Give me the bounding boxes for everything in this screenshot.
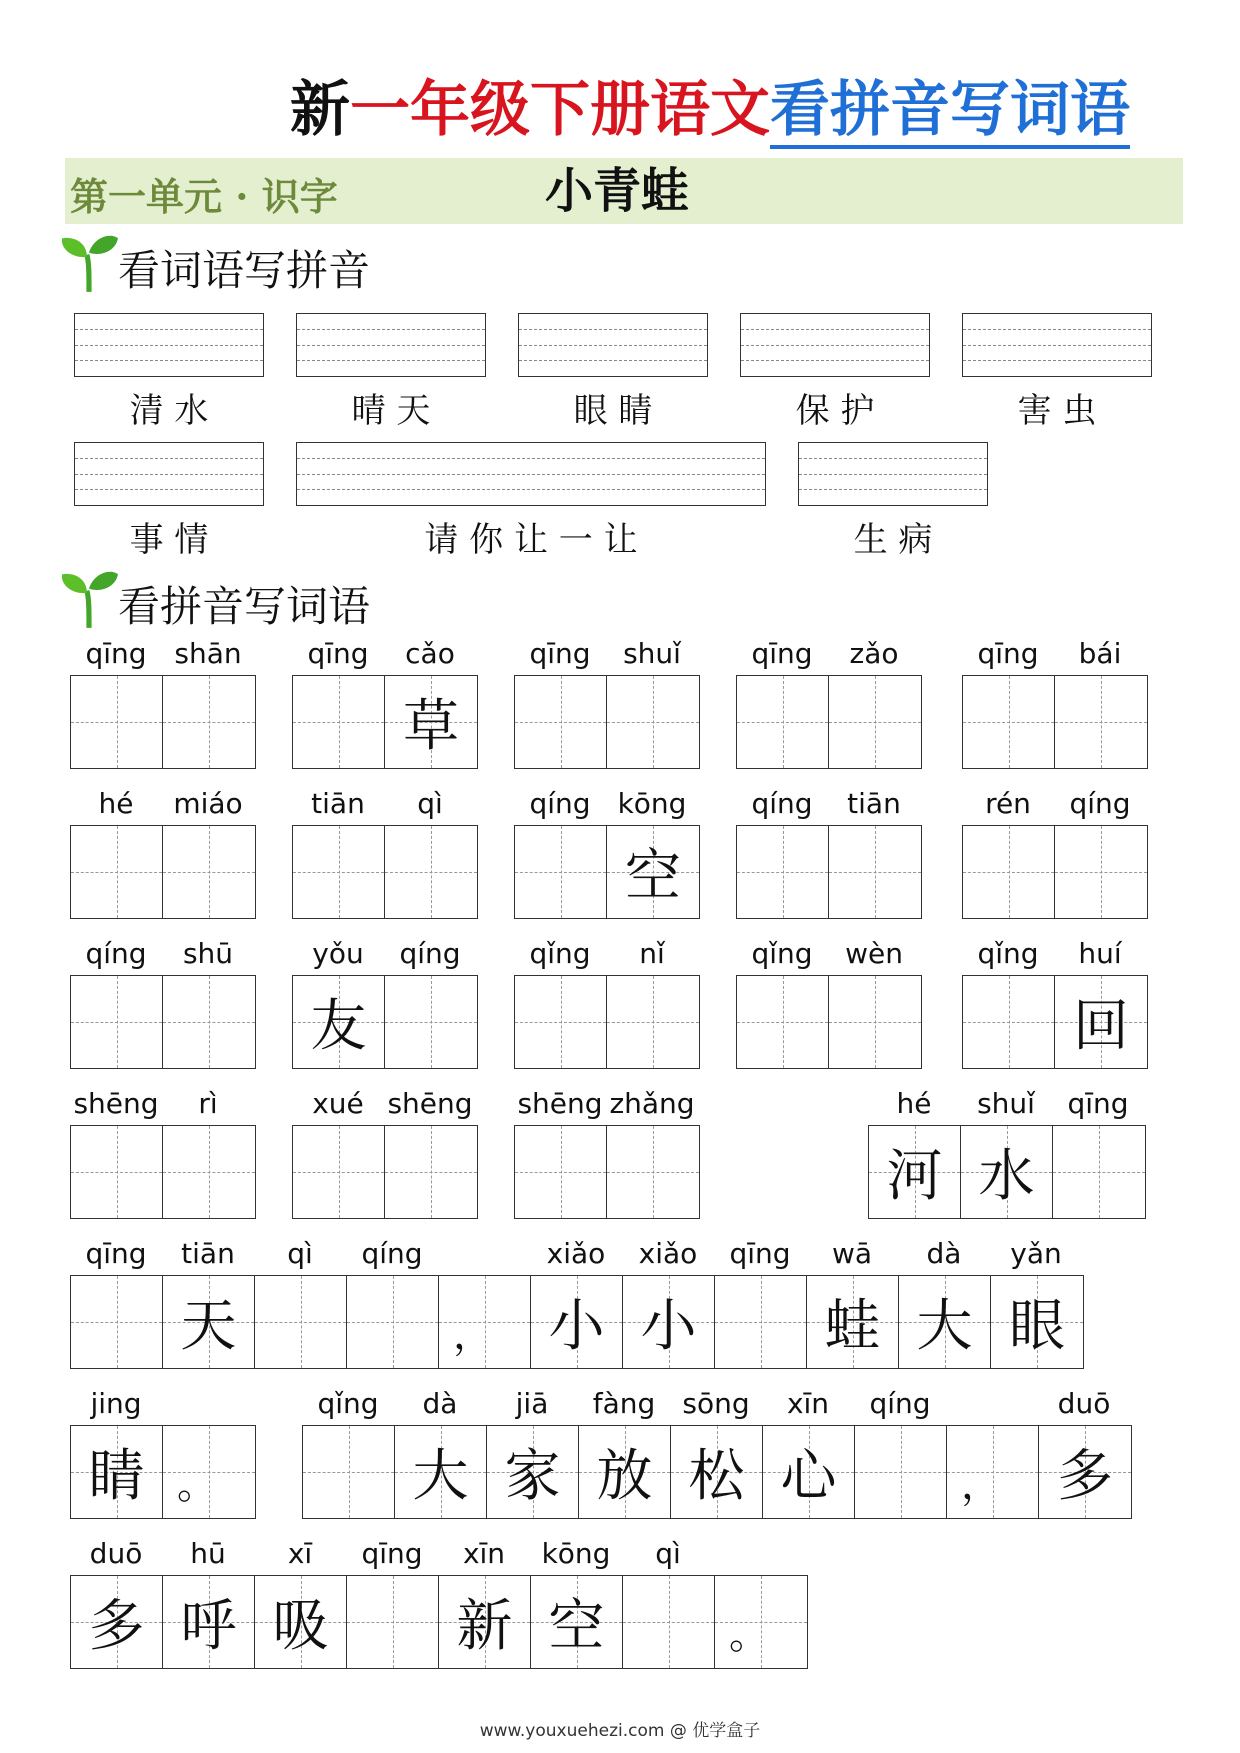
char-cell[interactable]: [71, 1426, 163, 1518]
title-part-3: 看拼音写词语: [770, 75, 1130, 149]
pinyin-label: huí: [1078, 937, 1122, 970]
pinyin-answer-box[interactable]: [74, 313, 264, 377]
char-grid: [70, 675, 256, 769]
pinyin-label: qīng: [751, 637, 813, 670]
pinyin-label: dà: [926, 1237, 962, 1270]
pinyin-label: qǐng: [529, 937, 591, 970]
char-cell[interactable]: [163, 826, 255, 918]
pinyin-label: qì: [287, 1237, 313, 1270]
char-cell[interactable]: [607, 676, 699, 768]
pinyin-label: xīn: [786, 1387, 830, 1420]
pinyin-label: xīn: [462, 1537, 506, 1570]
pinyin-label: shān: [174, 637, 242, 670]
given-char: 小: [640, 1294, 697, 1359]
char-cell[interactable]: [1055, 976, 1147, 1068]
char-grid: [292, 675, 478, 769]
char-cell[interactable]: [737, 826, 829, 918]
char-cell[interactable]: [515, 826, 607, 918]
char-cell[interactable]: [71, 1576, 163, 1668]
char-cell[interactable]: [807, 1276, 899, 1368]
sentence-grid: [70, 1275, 1084, 1369]
char-cell[interactable]: [71, 976, 163, 1068]
char-cell[interactable]: [899, 1276, 991, 1368]
pinyin-label: shēng: [517, 1087, 603, 1120]
pinyin-label: shū: [182, 937, 234, 970]
pinyin-label: rì: [198, 1087, 218, 1120]
given-char: 多: [88, 1594, 145, 1659]
pinyin-label: miáo: [173, 787, 243, 820]
pinyin-label: jing: [90, 1387, 142, 1420]
pinyin-label: xī: [287, 1537, 313, 1570]
char-cell[interactable]: [1055, 826, 1147, 918]
given-char: 心: [780, 1444, 837, 1509]
given-char: 吸: [272, 1594, 329, 1659]
pinyin-label: rén: [985, 787, 1031, 820]
punctuation: ，: [453, 1312, 493, 1358]
word-shengbing: 生 病: [853, 520, 933, 560]
given-char: 睛: [88, 1444, 145, 1509]
footer-watermark: www.youxuehezi.com @ 优学盒子: [479, 1721, 761, 1741]
given-char: 呼: [180, 1594, 237, 1659]
char-cell[interactable]: [487, 1426, 579, 1518]
given-char: 大: [412, 1444, 469, 1509]
char-grid: [70, 1425, 256, 1519]
char-cell[interactable]: [961, 1126, 1053, 1218]
pinyin-label: nǐ: [639, 937, 665, 970]
word-yanjing: 眼 睛: [573, 391, 653, 431]
word-qingtian: 晴 天: [351, 391, 431, 431]
char-cell[interactable]: [385, 676, 477, 768]
char-cell[interactable]: [385, 1126, 477, 1218]
pinyin-label: shuǐ: [623, 637, 681, 670]
word-qingshui: 清 水: [129, 391, 209, 431]
unit-label: 第一单元 · 识字: [70, 174, 338, 219]
char-grid: [868, 1125, 1146, 1219]
char-cell[interactable]: [1053, 1126, 1145, 1218]
pinyin-label: qīng: [361, 1537, 423, 1570]
char-cell[interactable]: [869, 1126, 961, 1218]
char-cell[interactable]: [963, 676, 1055, 768]
char-cell[interactable]: [163, 676, 255, 768]
pinyin-answer-box[interactable]: [962, 313, 1152, 377]
char-cell[interactable]: [991, 1276, 1083, 1368]
char-cell[interactable]: [715, 1276, 807, 1368]
given-char: 蛙: [824, 1294, 881, 1359]
char-cell[interactable]: [71, 1276, 163, 1368]
pinyin-label: shēng: [387, 1087, 473, 1120]
sentence-grid: [302, 1425, 1132, 1519]
word-qingnirangyirang: 请 你 让 一 让: [424, 520, 638, 560]
punctuation: 。: [729, 1612, 769, 1658]
given-char: 松: [688, 1444, 745, 1509]
punctuation: ，: [961, 1462, 1001, 1508]
char-cell[interactable]: [385, 976, 477, 1068]
char-grid: [70, 825, 256, 919]
given-char: 河: [886, 1144, 943, 1209]
char-cell[interactable]: [855, 1426, 947, 1518]
given-char: 水: [978, 1144, 1035, 1209]
pinyin-label: yǎn: [1010, 1237, 1062, 1270]
pinyin-label: cǎo: [405, 637, 455, 670]
pinyin-label: kōng: [617, 787, 687, 820]
char-cell[interactable]: [829, 676, 921, 768]
given-char: 草: [403, 694, 459, 759]
pinyin-label: sōng: [682, 1387, 750, 1420]
char-grid: [292, 975, 478, 1069]
char-cell[interactable]: [395, 1426, 487, 1518]
pinyin-label: jiā: [515, 1387, 549, 1420]
pinyin-answer-box[interactable]: [296, 313, 486, 377]
pinyin-label: qíng: [361, 1237, 423, 1270]
char-cell[interactable]: [347, 1576, 439, 1668]
pinyin-answer-box[interactable]: [296, 442, 766, 506]
char-cell[interactable]: [531, 1576, 623, 1668]
pinyin-label: xiǎo: [638, 1237, 698, 1270]
char-cell[interactable]: [607, 826, 699, 918]
char-grid: [736, 825, 922, 919]
word-haichong: 害 虫: [1017, 391, 1097, 431]
pinyin-answer-box[interactable]: [798, 442, 988, 506]
pinyin-label: bái: [1078, 637, 1122, 670]
pinyin-label: tiān: [181, 1237, 235, 1270]
sentence-grid: [70, 1575, 808, 1669]
word-baohu: 保 护: [795, 391, 875, 431]
char-cell[interactable]: [347, 1276, 439, 1368]
char-grid: [292, 825, 478, 919]
section-heading-pinyin-to-word: 看拼音写词语: [118, 582, 371, 631]
char-cell[interactable]: [439, 1276, 531, 1368]
pinyin-label: qīng: [85, 637, 147, 670]
char-grid: [736, 675, 922, 769]
char-cell[interactable]: [737, 976, 829, 1068]
pinyin-label: qíng: [751, 787, 813, 820]
title-part-2: 一年级下册语文: [350, 75, 770, 145]
pinyin-label: qíng: [399, 937, 461, 970]
pinyin-label: dà: [422, 1387, 458, 1420]
pinyin-label: tiān: [311, 787, 365, 820]
pinyin-label: xué: [312, 1087, 364, 1120]
char-cell[interactable]: [255, 1276, 347, 1368]
pinyin-label: shēng: [73, 1087, 159, 1120]
pinyin-label: qīng: [977, 637, 1039, 670]
pinyin-label: hé: [896, 1087, 932, 1120]
pinyin-label: qíng: [85, 937, 147, 970]
given-char: 回: [1073, 994, 1129, 1059]
char-cell[interactable]: [71, 676, 163, 768]
char-cell[interactable]: [829, 976, 921, 1068]
char-cell[interactable]: [293, 826, 385, 918]
pinyin-label: fàng: [592, 1387, 656, 1420]
char-cell[interactable]: [163, 1576, 255, 1668]
char-grid: [962, 675, 1148, 769]
pinyin-label: wèn: [845, 937, 903, 970]
word-shiqing: 事 情: [129, 520, 209, 560]
char-cell[interactable]: [607, 1126, 699, 1218]
given-char: 眼: [1009, 1294, 1065, 1359]
pinyin-label: zhǎng: [609, 1087, 695, 1120]
char-cell[interactable]: [737, 676, 829, 768]
pinyin-label: qīng: [307, 637, 369, 670]
char-cell[interactable]: [963, 826, 1055, 918]
pinyin-label: qǐng: [751, 937, 813, 970]
given-char: 小: [548, 1294, 605, 1359]
pinyin-label: duō: [89, 1537, 143, 1570]
pinyin-label: qīng: [1067, 1087, 1129, 1120]
char-cell[interactable]: [671, 1426, 763, 1518]
title-part-1: 新: [290, 75, 350, 145]
char-grid: [514, 675, 700, 769]
pinyin-label: tiān: [847, 787, 901, 820]
pinyin-label: kōng: [541, 1537, 611, 1570]
char-cell[interactable]: [385, 826, 477, 918]
pinyin-label: wā: [831, 1237, 873, 1270]
pinyin-label: shuǐ: [977, 1087, 1035, 1120]
char-grid: [962, 975, 1148, 1069]
char-cell[interactable]: [163, 1276, 255, 1368]
char-grid: [962, 825, 1148, 919]
char-cell[interactable]: [623, 1276, 715, 1368]
char-cell[interactable]: [715, 1576, 807, 1668]
char-cell[interactable]: [71, 826, 163, 918]
sprout-icon: [58, 232, 120, 294]
char-cell[interactable]: [1039, 1426, 1131, 1518]
char-cell[interactable]: [439, 1576, 531, 1668]
char-cell[interactable]: [963, 976, 1055, 1068]
char-grid: [292, 1125, 478, 1219]
pinyin-label: hé: [98, 787, 134, 820]
char-cell[interactable]: [623, 1576, 715, 1668]
sprout-icon: [58, 568, 120, 630]
pinyin-label: qì: [417, 787, 443, 820]
pinyin-label: qíng: [869, 1387, 931, 1420]
char-cell[interactable]: [255, 1576, 347, 1668]
char-grid: [70, 1125, 256, 1219]
char-cell[interactable]: [531, 1276, 623, 1368]
given-char: 家: [504, 1444, 561, 1509]
pinyin-answer-box[interactable]: [518, 313, 708, 377]
given-char: 新: [456, 1594, 513, 1659]
pinyin-label: yǒu: [312, 937, 364, 970]
lesson-title: 小青蛙: [545, 163, 690, 219]
pinyin-label: qì: [655, 1537, 681, 1570]
char-cell[interactable]: [71, 1126, 163, 1218]
char-cell[interactable]: [607, 976, 699, 1068]
pinyin-label: qīng: [85, 1237, 147, 1270]
char-cell[interactable]: [1055, 676, 1147, 768]
char-cell[interactable]: [163, 976, 255, 1068]
pinyin-answer-box[interactable]: [740, 313, 930, 377]
pinyin-label: zǎo: [849, 637, 899, 670]
pinyin-label: qǐng: [317, 1387, 379, 1420]
char-cell[interactable]: [293, 976, 385, 1068]
char-cell[interactable]: [763, 1426, 855, 1518]
char-cell[interactable]: [303, 1426, 395, 1518]
char-grid: [736, 975, 922, 1069]
given-char: 空: [625, 844, 681, 909]
given-char: 天: [180, 1294, 237, 1359]
pinyin-label: duō: [1057, 1387, 1111, 1420]
section-heading-word-to-pinyin: 看词语写拼音: [118, 246, 371, 295]
char-cell[interactable]: [829, 826, 921, 918]
given-char: 放: [596, 1444, 653, 1509]
char-cell[interactable]: [515, 976, 607, 1068]
given-char: 空: [548, 1594, 605, 1659]
pinyin-label: qíng: [1069, 787, 1131, 820]
pinyin-label: qǐng: [977, 937, 1039, 970]
char-cell[interactable]: [163, 1426, 255, 1518]
given-char: 大: [916, 1294, 973, 1359]
char-cell[interactable]: [293, 1126, 385, 1218]
page-title: [290, 70, 1190, 150]
pinyin-label: xiǎo: [546, 1237, 606, 1270]
char-grid: [514, 975, 700, 1069]
pinyin-label: qíng: [529, 787, 591, 820]
char-cell[interactable]: [163, 1126, 255, 1218]
pinyin-label: hū: [190, 1537, 226, 1570]
pinyin-label: qīng: [529, 637, 591, 670]
pinyin-answer-box[interactable]: [74, 442, 264, 506]
char-grid: [514, 1125, 700, 1219]
char-cell[interactable]: [947, 1426, 1039, 1518]
char-cell[interactable]: [293, 676, 385, 768]
pinyin-label: qīng: [729, 1237, 791, 1270]
char-cell[interactable]: [515, 676, 607, 768]
char-grid: [70, 975, 256, 1069]
given-char: 多: [1057, 1444, 1113, 1509]
char-cell[interactable]: [579, 1426, 671, 1518]
char-cell[interactable]: [515, 1126, 607, 1218]
punctuation: 。: [177, 1462, 217, 1508]
given-char: 友: [310, 994, 367, 1059]
char-grid: [514, 825, 700, 919]
